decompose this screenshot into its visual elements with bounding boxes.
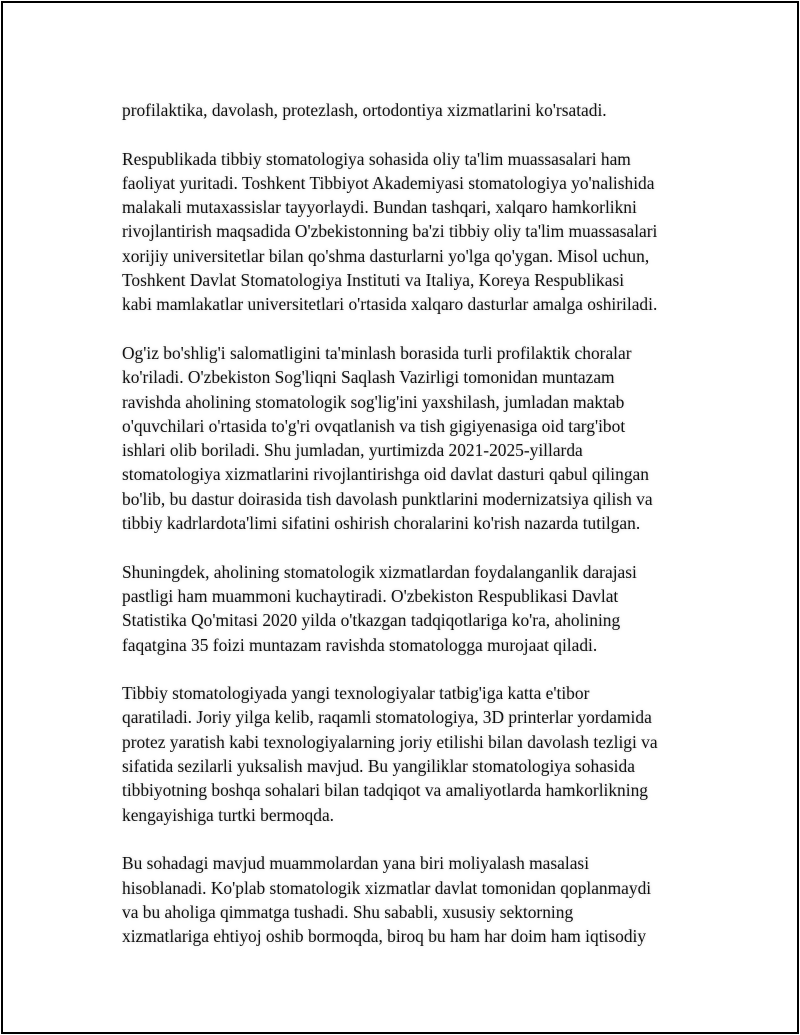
text-line: sifatida sezilarli yuksalish mavjud. Bu yangiliklar stomatologiya sohasida — [122, 756, 635, 777]
paragraph — [122, 147, 712, 317]
text-line: Respublikada tibbiy stomatologiya sohasida oliy ta'lim muassasalari ham — [122, 148, 631, 169]
text-line: Statistika Qo'mitasi 2020 yilda o'tkazgan tadqiqotlariga ko'ra, aholining — [122, 610, 621, 631]
text-line: Tibbiy stomatologiyada yangi texnologiyalar tatbig'iga katta e'tibor — [122, 683, 590, 704]
paragraph — [122, 851, 712, 948]
text-line: o'quvchilari o'rtasida to'g'ri ovqatlanish va tish gigiyenasiga oid targ'ibot — [122, 415, 626, 436]
text-line: xizmatlariga ehtiyoj oshib bormoqda, biroq bu ham har doim ham iqtisodiy — [122, 926, 647, 947]
text-line: rivojlantirish maqsadida O'zbekistonning ba'zi tibbiy oliy ta'lim muassasalari — [122, 221, 658, 242]
text-line: Og'iz bo'shlig'i salomatligini ta'minlash borasida turli profilaktik choralar — [122, 342, 632, 363]
text-line: qaratiladi. Joriy yilga kelib, raqamli stomatologiya, 3D printerlar yordamida — [122, 707, 652, 728]
text-line: tibbiy kadrlardota'limi sifatini oshirish choralarini ko'rish nazarda tutilgan. — [122, 513, 641, 534]
text-line: xorijiy universitetlar bilan qo'shma dasturlarni yo'lga qo'ygan. Misol uchun, — [122, 245, 650, 266]
text-line: kabi mamlakatlar universitetlari o'rtasida xalqaro dasturlar amalga oshiriladi. — [122, 294, 658, 315]
text-line: Shuningdek, aholining stomatologik xizmatlardan foydalanganlik darajasi — [122, 561, 637, 582]
text-line: stomatologiya xizmatlarini rivojlantirishga oid davlat dasturi qabul qilingan — [122, 464, 649, 485]
text-line: Toshkent Davlat Stomatologiya Instituti va Italiya, Koreya Respublikasi — [122, 270, 625, 291]
paragraph — [122, 560, 712, 657]
text-line: faqatgina 35 foizi muntazam ravishda stomatologga murojaat qiladi. — [122, 634, 598, 655]
document-body — [122, 98, 712, 973]
text-line: ko'riladi. O'zbekiston Sog'liqni Saqlash Vazirligi tomonidan muntazam — [122, 367, 615, 388]
text-line: faoliyat yuritadi. Toshkent Tibbiyot Akademiyasi stomatologiya yo'nalishida — [122, 172, 655, 193]
text-line: profilaktika, davolash, protezlash, ortodontiya xizmatlarini ko'rsatadi. — [122, 100, 607, 120]
text-line: protez yaratish kabi texnologiyalarning joriy etilishi bilan davolash tezligi va — [122, 731, 658, 752]
text-line: pastligi ham muammoni kuchaytiradi. O'zbekiston Respublikasi Davlat — [122, 585, 619, 606]
text-line: hisoblanadi. Ko'plab stomatologik xizmatlar davlat tomonidan qoplanmaydi — [122, 877, 652, 898]
paragraph — [122, 98, 712, 122]
text-line: tibbiyotning boshqa sohalari bilan tadqiqot va amaliyotlarda hamkorlikning — [122, 780, 648, 801]
text-line: va bu aholiga qimmatga tushadi. Shu sababli, xususiy sektorning — [122, 901, 574, 922]
page-frame — [1, 1, 799, 1034]
text-line: malakali mutaxassislar tayyorlaydi. Bundan tashqari, xalqaro hamkorlikni — [122, 197, 637, 218]
text-line: Bu sohadagi mavjud muammolardan yana biri moliyalash masalasi — [122, 853, 590, 874]
text-line: bo'lib, bu dastur doirasida tish davolash punktlarini modernizatsiya qilish va — [122, 488, 653, 509]
text-line: ravishda aholining stomatologik sog'lig'ini yaxshilash, jumladan maktab — [122, 391, 625, 412]
text-line: ishlari olib boriladi. Shu jumladan, yurtimizda 2021-2025-yillarda — [122, 440, 583, 461]
paragraph — [122, 681, 712, 827]
paragraph — [122, 341, 712, 535]
text-line: kengayishiga turtki bermoqda. — [122, 804, 335, 825]
